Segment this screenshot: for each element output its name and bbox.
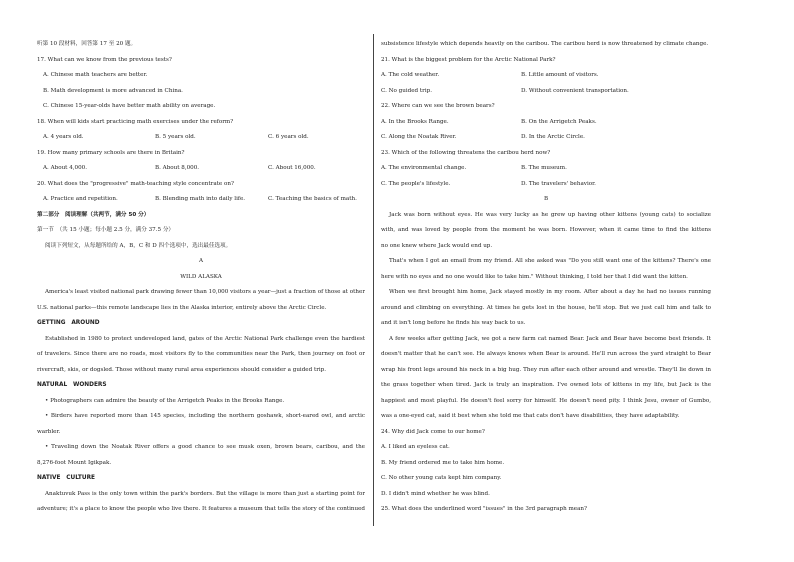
question-17-option-c[interactable]: C. Chinese 15-year-olds have better math ability on average. xyxy=(43,103,216,109)
bullet-birders: warbler. xyxy=(37,428,61,435)
question-23-option-b[interactable]: B. The museum. xyxy=(521,165,567,171)
passage-a-paragraph-3-end: subsistence lifestyle which depends heavily on the caribou. The caribou herd is now threatened by climate change. xyxy=(381,41,709,47)
passage-b-paragraph-4: doesn't matter that he can't see. He always knows when Bear is around. He'll run across the yard straight to Bear xyxy=(381,351,711,357)
question-21-options-row-2 xyxy=(381,84,711,100)
question-22-option-d[interactable]: D. In the Arctic Circle. xyxy=(521,134,585,140)
passage-a-paragraph-1: America's least visited national park drawing fewer than 10,000 visitors a year—just a fraction of those at other xyxy=(45,289,365,295)
bullet-birders: • Birders have reported more than 145 species, including the northern goshawk, short-eared owl, and arctic xyxy=(45,413,365,419)
passage-b-paragraph-3: When we first brought him home, Jack stayed mostly in my room. After about a day he had no issues running xyxy=(389,289,711,295)
passage-b-paragraph-4: happiest and most playful. He doesn't feel sorry for himself. He doesn't need pity. I think Jesu, owner of Gumbo, xyxy=(381,397,711,404)
question-17-option-b[interactable]: B. Math development is more advanced in China. xyxy=(43,87,183,94)
passage-a-paragraph-2: rivercraft, skis, or dogsled. Those without many rural area experiences should consider a guided trip. xyxy=(37,366,327,373)
question-25-stem: 25. What does the underlined word "issues" in the 3rd paragraph mean? xyxy=(381,506,588,512)
question-18-stem: 18. When will kids start practicing math exercises under the reform? xyxy=(37,118,234,125)
question-21-option-d[interactable]: D. Without convenient transportation. xyxy=(521,87,629,94)
passage-b-paragraph-4: A few weeks after getting Jack, we got a new farm cat named Bear. Jack and Bear have become best friends. It xyxy=(389,335,711,342)
passage-a-paragraph-3: adventure; it's a place to know the people who live there. It features a museum that tells the story of the continued xyxy=(37,506,365,512)
passage-b-paragraph-1: no one knew where Jack would end up. xyxy=(381,242,493,249)
bullet-photographers: • Photographers can admire the beauty of the Arrigetch Peaks in the Brooks Range. xyxy=(45,397,285,404)
passage-a-label: A xyxy=(198,258,204,264)
bullet-noatak-river: 8,276-foot Mount Igikpak. xyxy=(37,459,112,466)
question-20-option-c[interactable]: C. Teaching the basics of math. xyxy=(268,196,357,202)
question-20-options xyxy=(37,192,365,208)
question-18-options xyxy=(37,130,365,146)
right-column xyxy=(381,37,711,518)
part-2-heading: 第二部分 阅读理解（共两节，满分 50 分） xyxy=(37,211,150,218)
question-19-stem: 19. How many primary schools are there in Britain? xyxy=(37,149,185,156)
left-column xyxy=(37,37,365,518)
question-21-option-c[interactable]: C. No guided trip. xyxy=(381,87,432,94)
passage-b-paragraph-4: the grass together when tired. Jack is truly an inspiration. I've owned lots of kittens in my life, but Jack is the xyxy=(381,382,711,388)
passage-b-paragraph-2: here with no eyes and no one would like to take him." Without thinking, I told her that I did want the kitten. xyxy=(381,273,688,280)
question-19-options xyxy=(37,161,365,177)
question-24-option-a[interactable]: A. I liked an eyeless cat. xyxy=(381,444,450,450)
passage-a-paragraph-3: Anaktuvuk Pass is the only town within the park's borders. But the village is more than just a starting point for xyxy=(45,490,365,497)
reading-instruction: 阅读下列短文，从每题所给的 A，B，C 和 D 四个选项中，选出最佳选项。 xyxy=(45,242,232,249)
question-19-option-b[interactable]: B. About 8,000. xyxy=(155,165,200,171)
bullet-noatak-river: • Traveling down the Noatak River offers a good chance to see musk oxen, brown bears, caribou, and the xyxy=(45,444,365,450)
question-21-options-row-1 xyxy=(381,68,711,84)
getting-around-heading: GETTING AROUND xyxy=(37,320,100,326)
passage-b-paragraph-1: with, and was loved by people from the moment he was born. However, when it came time to find the kittens xyxy=(381,227,711,233)
question-17-option-a[interactable]: A. Chinese math teachers are better. xyxy=(43,72,148,78)
question-19-option-a[interactable]: A. About 4,000. xyxy=(43,165,88,171)
question-23-options-row-1 xyxy=(381,161,711,177)
question-24-option-c[interactable]: C. No other young cats kept him company. xyxy=(381,475,502,481)
question-22-options-row-2 xyxy=(381,130,711,146)
question-19-option-c[interactable]: C. About 16,000. xyxy=(268,165,316,171)
question-22-stem: 22. Where can we see the brown bears? xyxy=(381,103,495,109)
question-24-option-b[interactable]: B. My friend ordered me to take him home. xyxy=(381,459,505,466)
question-22-option-c[interactable]: C. Along the Noatak River. xyxy=(381,134,457,140)
column-divider xyxy=(373,34,374,526)
passage-b-label: B xyxy=(543,196,549,202)
section-1-heading: 第一节 （共 15 小题；每小题 2.5 分，满分 37.5 分） xyxy=(37,227,175,233)
question-23-option-c[interactable]: C. The people's lifestyle. xyxy=(381,180,451,187)
passage-a-title: WILD ALASKA xyxy=(180,273,222,280)
question-20-option-b[interactable]: B. Blending math into daily life. xyxy=(155,196,246,202)
question-21-option-a[interactable]: A. The cold weather. xyxy=(381,72,440,78)
passage-a-paragraph-2: Established in 1980 to protect undeveloped land, gates of the Arctic National Park challenge even the hardiest xyxy=(45,335,365,342)
passage-a-paragraph-1: U.S. national parks—this remote landscape lies in the Alaska interior, entirely above the Arctic Circle. xyxy=(37,304,327,311)
question-22-options-row-1 xyxy=(381,115,711,131)
question-17-stem: 17. What can we know from the previous tests? xyxy=(37,56,172,63)
question-18-option-c[interactable]: C. 6 years old. xyxy=(268,134,309,140)
listening-intro: 听第 10 段材料，回答第 17 至 20 题。 xyxy=(37,41,137,47)
question-23-option-a[interactable]: A. The environmental change. xyxy=(381,165,467,171)
natural-wonders-heading: NATURAL WONDERS xyxy=(37,382,107,388)
question-20-stem: 20. What does the "progressive" math-teaching style concentrate on? xyxy=(37,180,234,187)
passage-b-paragraph-2: That's when I got an email from my friend. All she asked was "Do you still want one of the kittens? There's one xyxy=(389,258,711,264)
question-24-option-d[interactable]: D. I didn't mind whether he was blind. xyxy=(381,490,490,497)
passage-b-paragraph-1: Jack was born without eyes. He was very lucky as he grew up having other kittens (young cats) to socialize xyxy=(389,211,711,218)
question-22-option-a[interactable]: A. In the Brooks Range. xyxy=(381,118,449,125)
passage-b-paragraph-3: and it isn't long before he finds his way back to us. xyxy=(381,320,526,326)
native-culture-heading: NATIVE CULTURE xyxy=(37,475,96,481)
question-18-option-b[interactable]: B. 5 years old. xyxy=(155,134,196,140)
question-21-stem: 21. What is the biggest problem for the Arctic National Park? xyxy=(381,56,556,63)
passage-a-paragraph-2: of travelers. Since there are no roads, most visitors fly to the communities near the Park, then journey on foot or xyxy=(37,351,365,357)
passage-b-paragraph-3: around and climbing on everything. At times he gets lost in the house, he'll stop. But we just call him and talk to xyxy=(381,304,711,311)
question-24-stem: 24. Why did Jack come to our home? xyxy=(381,428,485,435)
passage-b-paragraph-4: wrap his front legs around his neck in a big hug. They run after each other around and wrestle. They'll lie down in xyxy=(381,366,711,373)
question-23-option-d[interactable]: D. The travelers' behavior. xyxy=(521,180,596,187)
question-23-options-row-2 xyxy=(381,177,711,193)
question-21-option-b[interactable]: B. Little amount of visitors. xyxy=(521,72,599,78)
question-20-option-a[interactable]: A. Practice and repetition. xyxy=(43,196,118,202)
question-22-option-b[interactable]: B. On the Arrigetch Peaks. xyxy=(521,118,597,125)
question-18-option-a[interactable]: A. 4 years old. xyxy=(43,134,84,140)
question-23-stem: 23. Which of the following threatens the caribou herd now? xyxy=(381,149,551,156)
passage-b-paragraph-4: was a one-eyed cat, said it best when she told me that cats don't have disabilities, they have adaptability. xyxy=(381,413,680,419)
